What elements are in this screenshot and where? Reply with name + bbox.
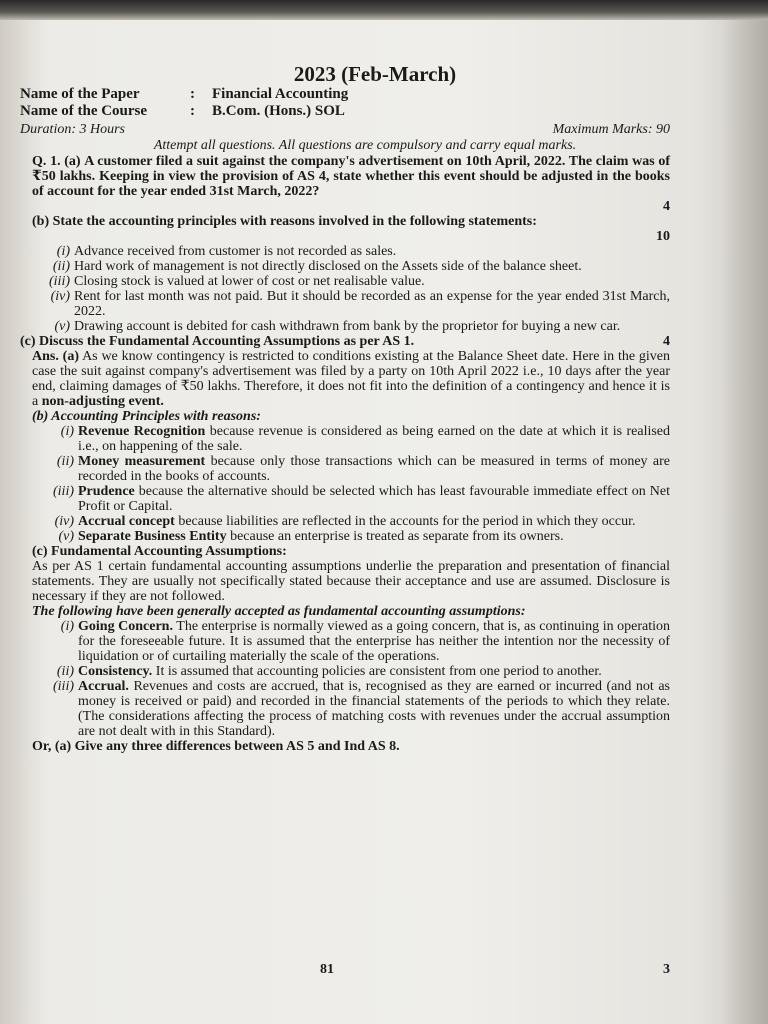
marks-1c: 4	[663, 334, 670, 349]
list-item	[42, 274, 670, 289]
scan-shadow	[0, 0, 768, 20]
answer-c-heading: (c) Fundamental Accounting Assumptions:	[32, 544, 287, 559]
principles-list	[20, 424, 670, 544]
item-text: Closing stock is valued at lower of cost or net realisable value.	[74, 274, 425, 289]
item-term: Prudence	[78, 484, 135, 499]
answer-a	[20, 349, 670, 409]
or-question: Or, (a) Give any three differences between AS 5 and Ind AS 8.	[32, 739, 400, 754]
item-term: Accrual concept	[78, 514, 175, 529]
item-number: (iv)	[54, 514, 74, 529]
marks-1a: 4	[663, 199, 670, 214]
list-item	[42, 244, 670, 259]
list-item	[46, 514, 670, 529]
item-text: Drawing account is debited for cash withdrawn from bank by the proprietor for buying a new car.	[74, 319, 621, 334]
item-text: because only those transactions which can be measured in terms of money are recorded in the books of accounts.	[78, 454, 670, 484]
answer-text: As we know contingency is restricted to conditions existing at the Balance Sheet date. Here in the given case the suit against company's advertisement was filed by a party on 10th April 2022 i.e., 10 days after the year end, claiming damages of ₹50 lakhs. Therefore, it does not fit into the definition of a contingency and hence it is a	[32, 349, 670, 409]
statements-list	[20, 244, 670, 334]
item-number: (i)	[60, 619, 74, 634]
item-text: because an enterprise is treated as separate from its owners.	[230, 529, 564, 544]
list-item	[46, 679, 670, 739]
separator: :	[190, 103, 195, 119]
question-text: (c) Discuss the Fundamental Accounting Assumptions as per AS 1.	[20, 334, 415, 349]
item-term: Separate Business Entity	[78, 529, 227, 544]
page-number: 81	[320, 962, 334, 977]
item-number: (ii)	[52, 259, 70, 274]
max-marks: Maximum Marks: 90	[552, 122, 670, 137]
list-item	[46, 529, 670, 544]
item-text: because liabilities are reflected in the accounts for the period in which they occur.	[178, 514, 636, 529]
item-number: (ii)	[56, 454, 74, 469]
list-item	[46, 424, 670, 454]
question-label: Q. 1. (a)	[32, 154, 81, 169]
duration: Duration: 3 Hours	[20, 122, 126, 137]
course-row	[20, 103, 670, 120]
separator: :	[190, 86, 195, 102]
item-term: Consistency.	[78, 664, 153, 679]
item-number: (iv)	[50, 289, 70, 304]
item-number: (iii)	[49, 274, 70, 289]
answer-label: Ans. (a)	[32, 349, 79, 364]
paper-key: Name of the Paper	[20, 86, 140, 102]
question-1a	[20, 154, 670, 199]
list-item	[46, 664, 670, 679]
page-content	[20, 62, 670, 754]
assumptions-list	[20, 619, 670, 739]
item-number: (i)	[56, 244, 70, 259]
exam-title: 2023 (Feb-March)	[293, 62, 457, 86]
course-value: B.Com. (Hons.) SOL	[212, 103, 345, 119]
item-text: Revenues and costs are accrued, that is, recognised as they are earned or incurred (and not as money is received or paid) and recorded in the financial statements of the periods to which they relate. (The considerations affecting the process of matching costs with revenues under the accrual assumption are not dealt with in this Standard).	[78, 679, 670, 739]
answer-b-heading: (b) Accounting Principles with reasons:	[32, 409, 261, 424]
answer-c-text: As per AS 1 certain fundamental accounting assumptions underlie the preparation and presentation of financial statements. They are usually not specifically stated because their acceptance and use are assumed. Disclosure is necessary if they are not followed.	[32, 559, 670, 604]
corner-number: 3	[663, 962, 670, 977]
item-text: because the alternative should be selected which has least favourable immediate effect on Net Profit or Capital.	[78, 484, 671, 514]
item-term: Revenue Recognition	[78, 424, 206, 439]
list-item	[46, 454, 670, 484]
list-item	[46, 619, 670, 664]
page-edge-shadow	[698, 20, 768, 1024]
item-text: Rent for last month was not paid. But it should be recorded as an expense for the year ended 31st March, 2022.	[74, 289, 670, 319]
item-text: Advance received from customer is not recorded as sales.	[74, 244, 397, 259]
question-text: A customer filed a suit against the company's advertisement on 10th April, 2022. The claim was of ₹50 lakhs. Keeping in view the provision of AS 4, state whether this event should be adjusted in the books of account for the year ended 31st March, 2022?	[32, 154, 671, 199]
item-number: (iii)	[53, 484, 74, 499]
list-item	[42, 319, 670, 334]
paper-row	[20, 86, 670, 103]
item-text: Hard work of management is not directly disclosed on the Assets side of the balance sheet.	[74, 259, 582, 274]
list-item	[42, 259, 670, 274]
marks-1b: 10	[656, 229, 670, 244]
question-1c	[20, 334, 670, 349]
item-number: (iii)	[53, 679, 74, 694]
question-1b: (b) State the accounting principles with reasons involved in the following statements:	[32, 214, 537, 229]
item-text: It is assumed that accounting policies are consistent from one period to another.	[155, 664, 602, 679]
item-text: The enterprise is normally viewed as a going concern, that is, as continuing in operation for the foreseeable future. It is assumed that the enterprise has neither the intention nor the necessity of liquidation or of curtailing materially the scale of the operations.	[78, 619, 671, 664]
paper-value: Financial Accounting	[212, 86, 349, 102]
course-key: Name of the Course	[20, 103, 148, 119]
answer-conclusion: non-adjusting event.	[41, 394, 164, 409]
page-footer	[20, 962, 670, 978]
item-number: (i)	[60, 424, 74, 439]
item-number: (ii)	[56, 664, 74, 679]
instructions: Attempt all questions. All questions are compulsory and carry equal marks.	[153, 138, 577, 153]
list-item	[46, 484, 670, 514]
item-term: Going Concern.	[78, 619, 173, 634]
item-term: Accrual.	[78, 679, 129, 694]
item-term: Money measurement	[78, 454, 206, 469]
item-number: (v)	[54, 319, 70, 334]
item-text: because revenue is considered as being earned on the date at which it is realised i.e., on happening of the sale.	[78, 424, 671, 454]
item-number: (v)	[58, 529, 74, 544]
answer-c-lead: The following have been generally accepted as fundamental accounting assumptions:	[32, 604, 526, 619]
duration-row	[20, 122, 670, 137]
list-item	[42, 289, 670, 319]
